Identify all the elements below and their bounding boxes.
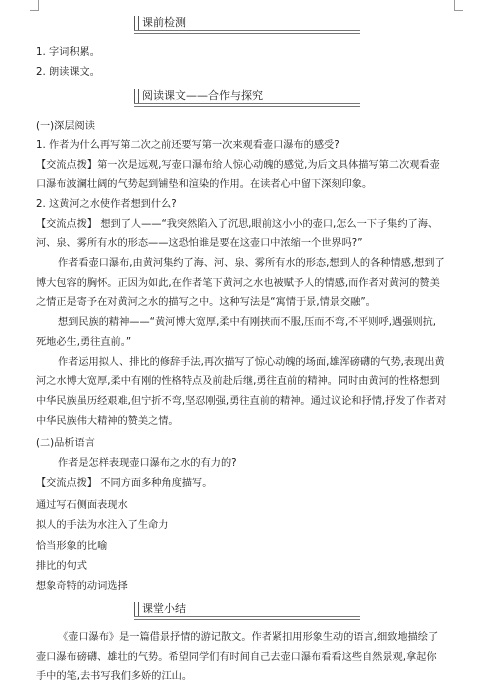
section-marker bbox=[134, 602, 139, 616]
list-item: 排比的句式 bbox=[36, 561, 87, 572]
language-question: 作者是怎样表现壶口瀑布之水的有力的? bbox=[58, 458, 237, 469]
section-title: 课堂小结 bbox=[142, 602, 186, 615]
summary-line: 壶口瀑布磅礴、雄壮的气势。希望同学们有时间自己去壶口瀑布看看这些自然景观,拿起你 bbox=[36, 652, 437, 663]
paragraph-line: 想到民族的精神——“黄河博大宽厚,柔中有刚挟而不服,压而不弯,不平则呼,遇强则抗, bbox=[58, 317, 437, 328]
paragraph-line: 中华民族伟大精神的赞美之情。 bbox=[36, 416, 179, 427]
section-title: 课前检测 bbox=[142, 16, 186, 29]
list-item: 拟人的手法为水注入了生命力 bbox=[36, 520, 169, 531]
section-marker bbox=[134, 89, 139, 103]
page-corner-mark bbox=[30, 0, 39, 11]
paragraph-line: 之情正是寄予在对黄河之水的描写之中。这种写法是“寓情于景,情景交融”。 bbox=[36, 297, 376, 308]
section-header-summary bbox=[134, 600, 204, 618]
list-item: 通过写石侧面表现水 bbox=[36, 500, 128, 511]
subheading-language: (二)品析语言 bbox=[36, 438, 95, 449]
summary-line: 手中的笔,去书写我们多娇的江山。 bbox=[36, 671, 193, 682]
paragraph-line: 死地必生,勇往直前。” bbox=[36, 337, 132, 348]
question-1: 1. 作者为什么再写第二次之前还要写第一次来观看壶口瀑布的感受? bbox=[36, 140, 340, 151]
answer-1-line: 口瀑布波澜壮阔的气势起到铺垫和渲染的作用。在读者心中留下深刻印象。 bbox=[36, 179, 373, 190]
paragraph-line: 作者运用拟人、排比的修辞手法,再次描写了惊心动魄的场面,雄浑磅礴的气势,表现出黄 bbox=[58, 357, 445, 368]
section-underline bbox=[134, 616, 360, 620]
paragraph-line: 中华民族虽历经艰难,但宁折不弯,坚忍刚强,勇往直前的精神。通过议论和抒情,抒发了作者对 bbox=[36, 396, 447, 407]
page-corner-mark bbox=[454, 0, 463, 11]
section-header-pre-check bbox=[134, 14, 204, 32]
language-answer: 【交流点拨】 不同方面多种角度描写。 bbox=[36, 478, 213, 489]
section-underline bbox=[134, 103, 360, 107]
paragraph-line: 博大包容的胸怀。正因为如此,在作者笔下黄河之水也被赋予人的情感,而作者对黄河的赞美 bbox=[36, 278, 440, 289]
section-header-reading bbox=[134, 87, 294, 105]
answer-1-line: 【交流点拨】第一次是远观,写壶口瀑布给人惊心动魄的感觉,为后文具体描写第二次观看壶 bbox=[36, 160, 440, 171]
paragraph-line: 作者看壶口瀑布,由黄河集约了海、河、泉、雾所有水的形态,想到人的各种情感,想到了 bbox=[58, 258, 445, 269]
answer-2-line: 河、泉、雾所有水的形态——这恐怕谁是要在这壶口中浓缩一个世界吗?” bbox=[36, 238, 363, 249]
summary-line: 《壶口瀑布》是一篇借景抒情的游记散文。作者紧扣用形象生动的语言,细致地描绘了 bbox=[58, 632, 439, 643]
list-item: 想象奇特的动词选择 bbox=[36, 581, 128, 592]
list-item: 恰当形象的比喻 bbox=[36, 541, 108, 552]
question-2: 2. 这黄河之水使作者想到什么? bbox=[36, 199, 177, 210]
list-item: 1. 字词积累。 bbox=[36, 47, 100, 58]
list-item: 2. 朗读课文。 bbox=[36, 67, 100, 78]
section-underline bbox=[134, 30, 360, 34]
answer-2-line: 【交流点拨】 想到了人——“我突然陷入了沉思,眼前这小小的壶口,怎么一下子集约了海、 bbox=[36, 219, 439, 230]
subheading-deep-reading: (一)深层阅读 bbox=[36, 121, 95, 132]
section-title: 阅读课文——合作与探究 bbox=[142, 89, 263, 102]
paragraph-line: 河之水博大宽厚,柔中有刚的性格特点及前赴后继,勇往直前的精神。同时由黄河的性格想到 bbox=[36, 376, 440, 387]
section-marker bbox=[134, 16, 139, 30]
